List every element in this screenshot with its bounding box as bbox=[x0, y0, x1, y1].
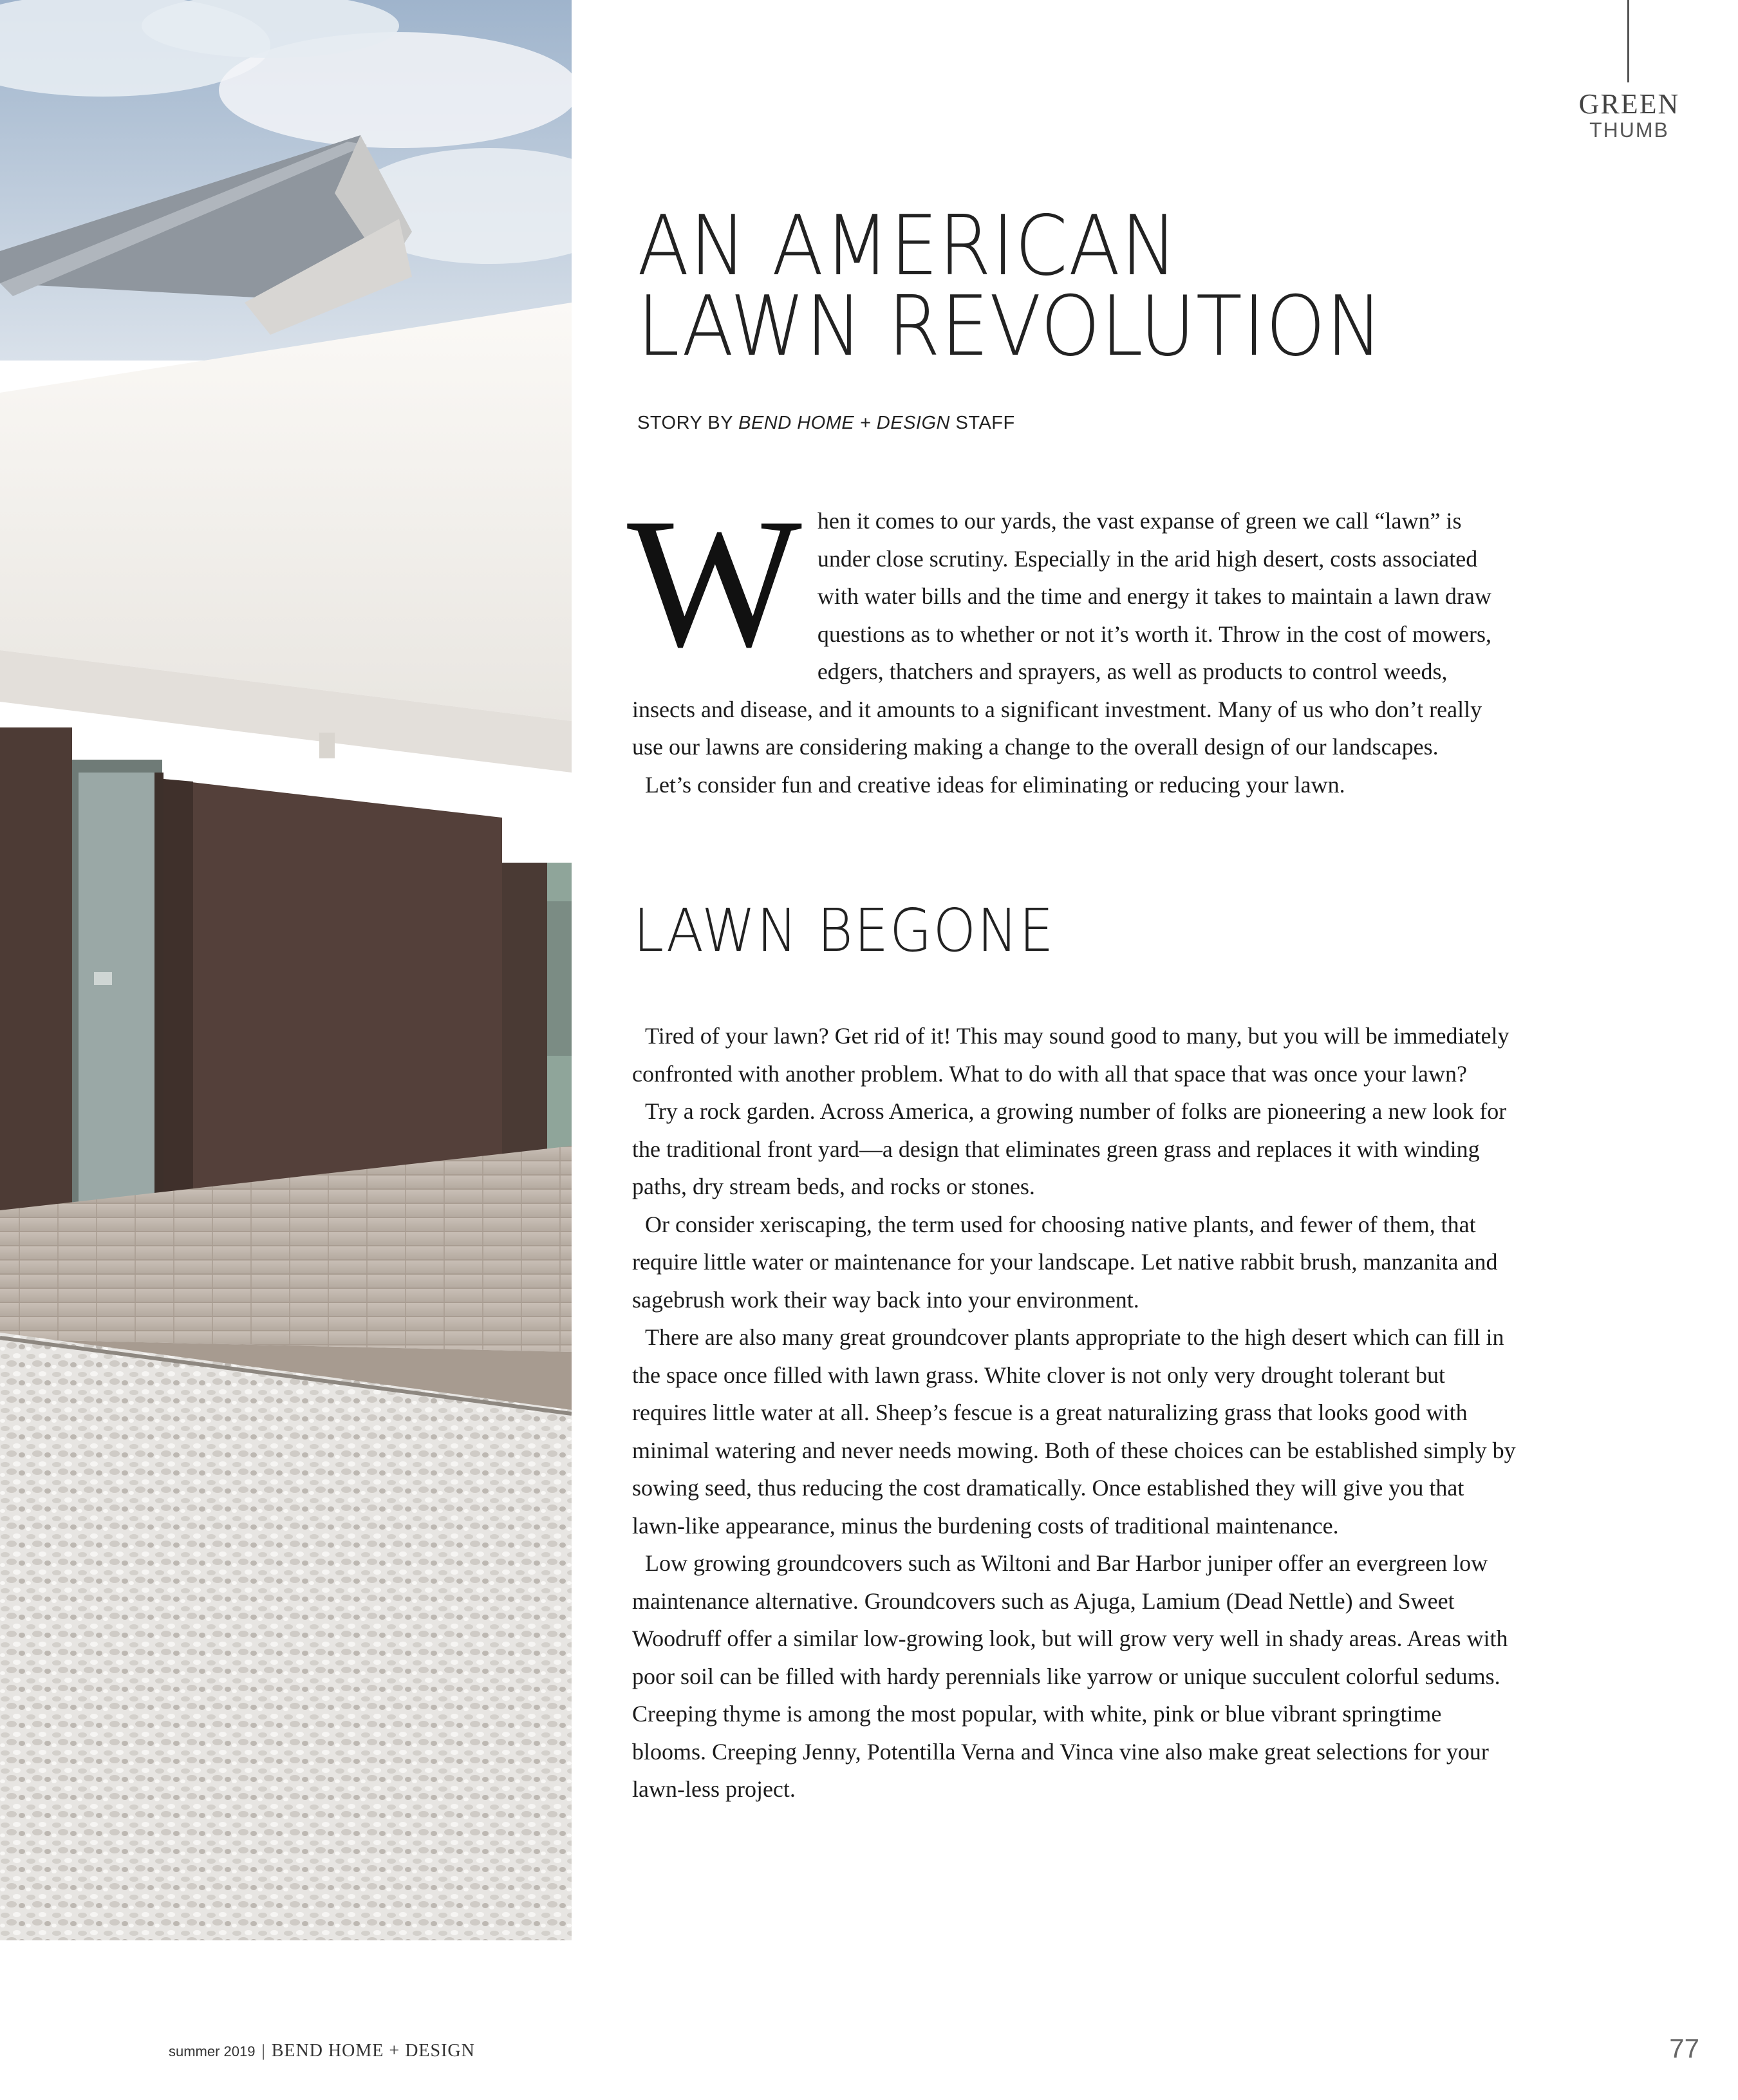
section-label bbox=[1571, 90, 1688, 140]
section-label-line1: GREEN bbox=[1578, 88, 1680, 120]
article-title-line2: LAWN REVOLUTION bbox=[637, 279, 1383, 375]
byline-suffix: STAFF bbox=[949, 413, 1015, 433]
article-title-line1: AN AMERICAN bbox=[637, 198, 1179, 294]
page-footer bbox=[169, 2041, 475, 2061]
drop-cap: W bbox=[627, 480, 802, 686]
intro-section bbox=[627, 480, 1497, 803]
article-title bbox=[637, 198, 1448, 375]
body-paragraph: Or consider xeriscaping, the term used for choosing native plants, and fewer of them, that require little water or maintenance for your landscape. Let native rabbit brush, manzanita and sagebrush work their way back into your environment. bbox=[632, 1211, 1498, 1313]
subhead: LAWN BEGONE bbox=[633, 896, 1055, 965]
byline-prefix: STORY BY bbox=[637, 413, 739, 433]
byline-publication: BEND HOME + DESIGN bbox=[738, 413, 950, 433]
intro-paragraph-2: Let’s consider fun and creative ideas for eliminating or reducing your lawn. bbox=[645, 771, 1345, 798]
section-label-line2: THUMB bbox=[1589, 118, 1669, 142]
body-paragraph: Try a rock garden. Across America, a growing number of folks are pioneering a new look for the traditional front yard—a design that eliminates green grass and replaces it with winding paths, dry stream beds, and rocks or stones. bbox=[632, 1098, 1507, 1199]
footer-separator: | bbox=[261, 2041, 265, 2060]
page-number: 77 bbox=[1669, 2033, 1699, 2063]
body-paragraph: Tired of your lawn? Get rid of it! This may sound good to many, but you will be immediately confronted with another problem. What to do with all that space that was once your lawn? bbox=[632, 1023, 1509, 1087]
intro-paragraph: hen it comes to our yards, the vast expanse of green we call “lawn” is under close scrutiny. Especially in the arid high desert, costs associated with water bills and the time and energy it takes to maintain a lawn draw questions as to whether or not it’s worth it. Throw in the cost of mowers, edgers, thatchers and sprayers, as well as products to control weeds, insects and disease, and it amounts to a significant investment. Many of us who don’t really use our lawns are considering making a change to the overall design of our landscapes. bbox=[632, 508, 1492, 760]
body-paragraph: Low growing groundcovers such as Wiltoni and Bar Harbor juniper offer an evergreen low maintenance alternative. Groundcovers such as Ajuga, Lamium (Dead Nettle) and Sweet Woodruff offer a similar low-growing look, but will grow very well in shady areas. Areas with poor soil can be filled with hardy perennials like yarrow or unique succulent colorful sedums. Creeping thyme is among the most popular, with white, pink or blue vibrant springtime blooms. Creeping Jenny, Potentilla Verna and Vinca vine also make great selections for your lawn-less project. bbox=[632, 1550, 1508, 1802]
byline bbox=[637, 413, 1015, 434]
footer-magazine: BEND HOME + DESIGN bbox=[271, 2041, 475, 2061]
section-divider-line bbox=[1627, 0, 1629, 82]
footer-season: summer 2019 bbox=[169, 2043, 256, 2059]
body-paragraph: There are also many great groundcover plants appropriate to the high desert which can fill in the space once filled with lawn grass. White clover is not only very drought tolerant but requires little water at all. Sheep’s fescue is a great naturalizing grass that looks good with minimal watering and never needs mowing. Both of these choices can be established simply by sowing seed, thus reducing the cost dramatically. Once established they will give you that lawn-like appearance, minus the burdening costs of traditional maintenance. bbox=[632, 1324, 1516, 1539]
house-photo bbox=[0, 0, 572, 1940]
article-body bbox=[632, 1017, 1520, 1808]
modern-house-photo-icon bbox=[0, 0, 572, 1940]
